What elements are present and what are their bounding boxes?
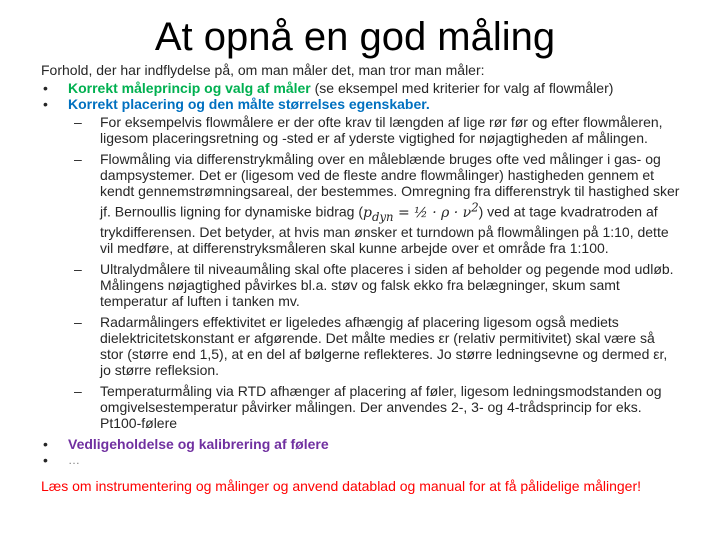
subitem-temperature (41, 383, 681, 431)
footer-note: Læs om instrumentering og målinger og anvend datablad og manual for at få pålidelige målinger! (41, 478, 642, 495)
bernoulli-formula (363, 200, 479, 224)
subitem-differential-pressure (41, 151, 681, 256)
dash-marker: – (74, 314, 82, 331)
bullet-dot: • (43, 452, 48, 469)
bullet-placement (41, 96, 681, 112)
dash-marker: – (74, 151, 82, 167)
formula-symbol: p (363, 204, 372, 221)
ellipsis-text: … (68, 453, 80, 468)
bullet-dot: • (43, 80, 48, 96)
subitem-radar (41, 314, 681, 378)
slide-title: At opnå en god måling (154, 15, 556, 59)
bullet-text (68, 80, 613, 96)
subitem-text (100, 151, 681, 256)
bullet-ellipsis (41, 452, 681, 468)
formula-equation: = ½ · ρ · ν (393, 204, 472, 221)
subitem-text: For eksempelvis flowmålere er der ofte krav til længden af lige rør før og efter flowmåleren, ligesom placeringsretning og -sted er af yderste vigtighed for nøjagtigheden af målingen. (100, 114, 663, 146)
bullet-rest-text: (se eksempel med kriterier for valg af flowmåler) (310, 80, 614, 96)
bullet-measuring-principle (41, 80, 681, 96)
bullet-maintenance (41, 436, 681, 452)
bullet-bold-text: Korrekt placering og den målte størrelses egenskaber. (68, 96, 430, 112)
bullet-dot: • (43, 436, 48, 453)
bullet-dot: • (43, 96, 48, 112)
dash-marker: – (74, 261, 82, 278)
slide-body (41, 62, 681, 494)
dash-marker: – (74, 114, 82, 130)
subitem-ultrasonic (41, 261, 681, 309)
intro-text: Forhold, der har indflydelse på, om man måler det, man tror man måler: (41, 62, 485, 78)
bullet-bold-text: Korrekt måleprincip og valg af måler (68, 80, 311, 96)
bullet-bold-text: Vedligeholdelse og kalibrering af følere (68, 436, 329, 453)
formula-subscript: dyn (371, 209, 394, 224)
subitem-text: Temperaturmåling via RTD afhænger af placering af føler, ligesom ledningsmodstanden og omgivelsestemperatur påvirker målingen. Der anvendes 2-, 3- og 4-trådsprincip for eks. Pt100-følere (100, 383, 662, 432)
formula-superscript: 2 (471, 200, 479, 214)
subitem-flowmeter (41, 114, 681, 146)
subitem-text-part: ) ved at tage kvadratroden af trykdifferensen. Det betyder, at hvis man ønsker et turndown på flowmålingen på 1:10, dette vil medføre, at differenstryksmåleren skal kunne arbejde over et område fra 1:100. (100, 203, 669, 257)
dash-marker: – (74, 383, 82, 400)
subitem-text-part: Flowmåling via differenstrykmåling over en måleblænde bruges ofte ved målinger i gas- og dampsystemer. Det er (ligesom ved de fleste andre flowmålinger) hastigheden gennem et kendt gennemstrømningsareal, der bestemmes. Omregning fra differenstryk til hastighed sker jf. Bernoullis ligning for dynamiske bidrag ( (100, 151, 680, 220)
subitem-text: Radarmålingers effektivitet er ligeledes afhængig af placering ligesom også mediets dielektricitetskonstant er afgørende. Det målte medies εr (relativ permitivitet) skal være så stor (større end 1,5), at en del af bølgerne reflekteres. Jo større ledningsevne og dermed εr, jo større refleksion. (100, 314, 668, 379)
subitem-text: Ultralydmålere til niveaumåling skal ofte placeres i siden af beholder og pegende mod udløb. Målingens nøjagtighed påvirkes bl.a. støv og falsk ekko fra belægninger, skum samt temperatur af luften i tanken mv. (100, 261, 674, 310)
